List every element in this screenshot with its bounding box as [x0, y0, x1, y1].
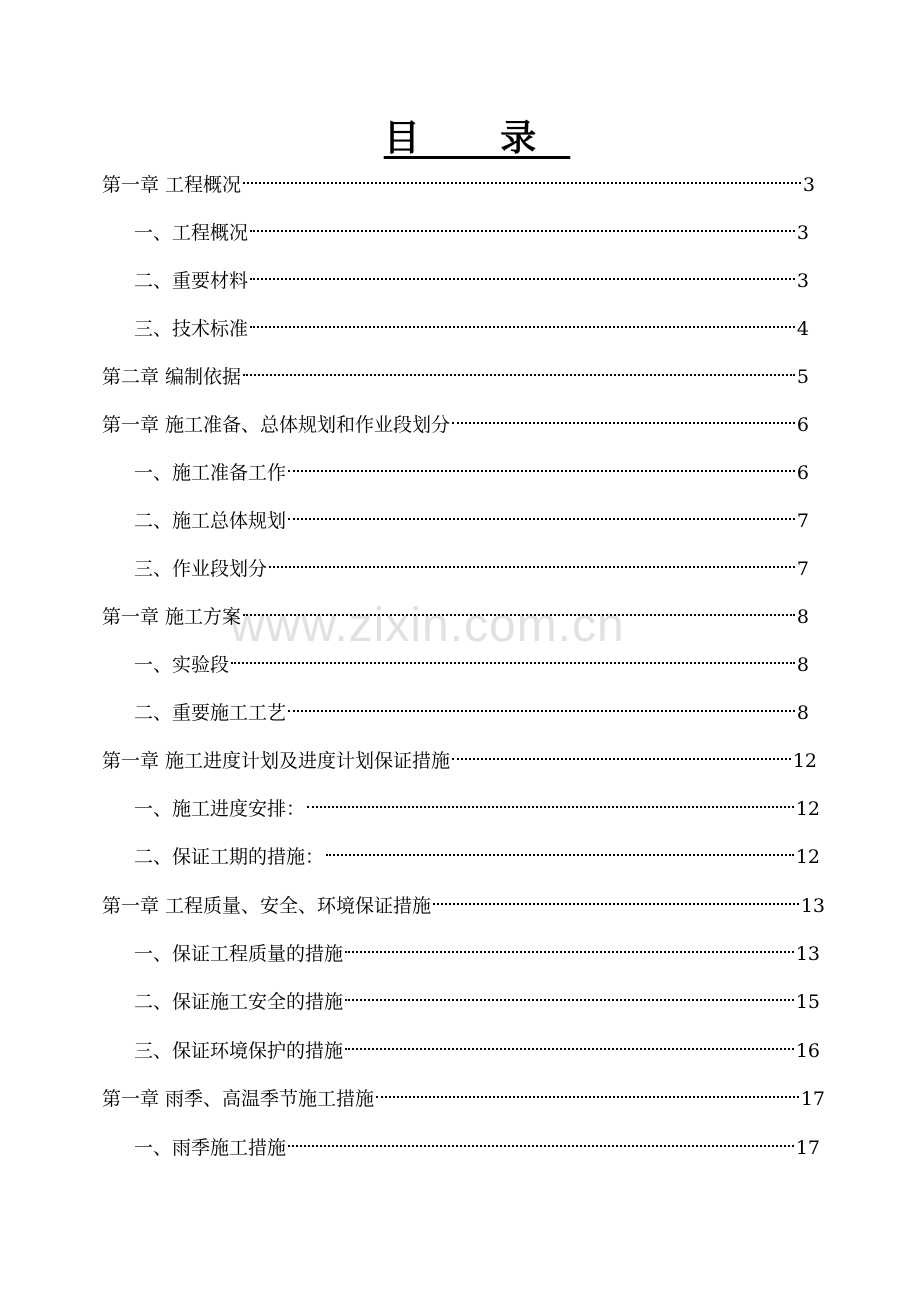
toc-leader-dots — [288, 470, 795, 472]
toc-page-number: 7 — [796, 558, 809, 580]
toc-leader-dots — [231, 662, 795, 664]
toc-page-number: 3 — [802, 174, 815, 196]
toc-leader-dots — [433, 903, 799, 905]
toc-leader-dots — [307, 806, 794, 808]
toc-leader-dots — [288, 518, 795, 520]
toc-page-number: 4 — [796, 318, 809, 340]
toc-entry-chapter[interactable] — [102, 362, 809, 392]
toc-label: 二、重要施工工艺 — [134, 702, 287, 724]
toc-page-number: 3 — [796, 222, 809, 244]
toc-leader-dots — [250, 326, 795, 328]
toc-label: 第二章 编制依据 — [102, 366, 242, 388]
toc-page-number: 3 — [796, 270, 809, 292]
toc-entry-chapter[interactable] — [102, 410, 809, 440]
toc-label: 一、施工进度安排： — [134, 798, 306, 820]
toc-entry-section[interactable] — [134, 987, 820, 1017]
toc-leader-dots — [243, 614, 795, 616]
toc-entry-chapter[interactable] — [102, 602, 809, 632]
toc-label: 三、技术标准 — [134, 318, 249, 340]
toc-label: 三、作业段划分 — [134, 558, 268, 580]
toc-entry-section[interactable] — [134, 939, 820, 969]
toc-leader-dots — [345, 999, 794, 1001]
toc-label: 二、重要材料 — [134, 270, 249, 292]
toc-entry-section[interactable] — [134, 842, 820, 872]
toc-entry-section[interactable] — [134, 506, 809, 536]
title-text: 目 录 — [383, 117, 571, 159]
toc-leader-dots — [250, 278, 795, 280]
toc-label: 一、雨季施工措施 — [134, 1137, 287, 1159]
toc-page-number: 8 — [796, 702, 809, 724]
toc-leader-dots — [345, 1048, 794, 1050]
toc-label: 二、保证施工安全的措施 — [134, 991, 344, 1013]
toc-entry-section[interactable] — [134, 794, 820, 824]
toc-page-number: 6 — [796, 462, 809, 484]
toc-entry-section[interactable] — [134, 1133, 820, 1163]
toc-page-number: 16 — [795, 1040, 820, 1062]
toc-page-number: 12 — [795, 798, 820, 820]
toc-label: 第一章 施工进度计划及进度计划保证措施 — [102, 750, 451, 772]
toc-entry-section[interactable] — [134, 458, 809, 488]
toc-label: 一、施工准备工作 — [134, 462, 287, 484]
toc-page-number: 13 — [800, 895, 825, 917]
toc-page-number: 8 — [796, 606, 809, 628]
toc-label: 三、保证环境保护的措施 — [134, 1040, 344, 1062]
toc-leader-dots — [345, 951, 794, 953]
toc-entry-section[interactable] — [134, 698, 809, 728]
toc-label: 二、施工总体规划 — [134, 510, 287, 532]
toc-entry-section[interactable] — [134, 218, 809, 248]
toc-label: 第一章 工程概况 — [102, 174, 242, 196]
toc-page-number: 7 — [796, 510, 809, 532]
toc-entry-chapter[interactable] — [102, 746, 817, 776]
toc-leader-dots — [243, 374, 795, 376]
toc-page-number: 5 — [796, 366, 809, 388]
toc-leader-dots — [452, 422, 795, 424]
toc-leader-dots — [269, 566, 795, 568]
toc-label: 第一章 施工准备、总体规划和作业段划分 — [102, 414, 451, 436]
toc-page-number: 12 — [792, 750, 817, 772]
watermark: www.zixin.com.cn — [230, 599, 625, 652]
toc-leader-dots — [288, 710, 795, 712]
toc-page-number: 13 — [795, 943, 820, 965]
toc-page-number: 15 — [795, 991, 820, 1013]
toc-entry-chapter[interactable] — [102, 1084, 825, 1114]
toc-entry-section[interactable] — [134, 266, 809, 296]
toc-page-number: 6 — [796, 414, 809, 436]
toc-entry-chapter[interactable] — [102, 891, 825, 921]
toc-entry-section[interactable] — [134, 554, 809, 584]
toc-entry-chapter[interactable] — [102, 170, 815, 200]
toc-leader-dots — [376, 1096, 799, 1098]
toc-entry-section[interactable] — [134, 650, 809, 680]
toc-leader-dots — [250, 230, 795, 232]
document-title — [0, 112, 920, 164]
toc-label: 一、工程概况 — [134, 222, 249, 244]
toc-label: 一、保证工程质量的措施 — [134, 943, 344, 965]
toc-label: 第一章 工程质量、安全、环境保证措施 — [102, 895, 432, 917]
toc-leader-dots — [452, 758, 791, 760]
toc-page-number: 12 — [795, 846, 820, 868]
toc-leader-dots — [326, 854, 794, 856]
toc-label: 一、实验段 — [134, 654, 230, 676]
toc-entry-section[interactable] — [134, 1036, 820, 1066]
toc-page-number: 17 — [800, 1088, 825, 1110]
toc-label: 第一章 雨季、高温季节施工措施 — [102, 1088, 375, 1110]
toc-leader-dots — [288, 1145, 794, 1147]
toc-leader-dots — [243, 182, 801, 184]
toc-label: 二、保证工期的措施： — [134, 846, 325, 868]
toc-entry-section[interactable] — [134, 314, 809, 344]
toc-label: 第一章 施工方案 — [102, 606, 242, 628]
toc-page-number: 17 — [795, 1137, 820, 1159]
toc-page-number: 8 — [796, 654, 809, 676]
